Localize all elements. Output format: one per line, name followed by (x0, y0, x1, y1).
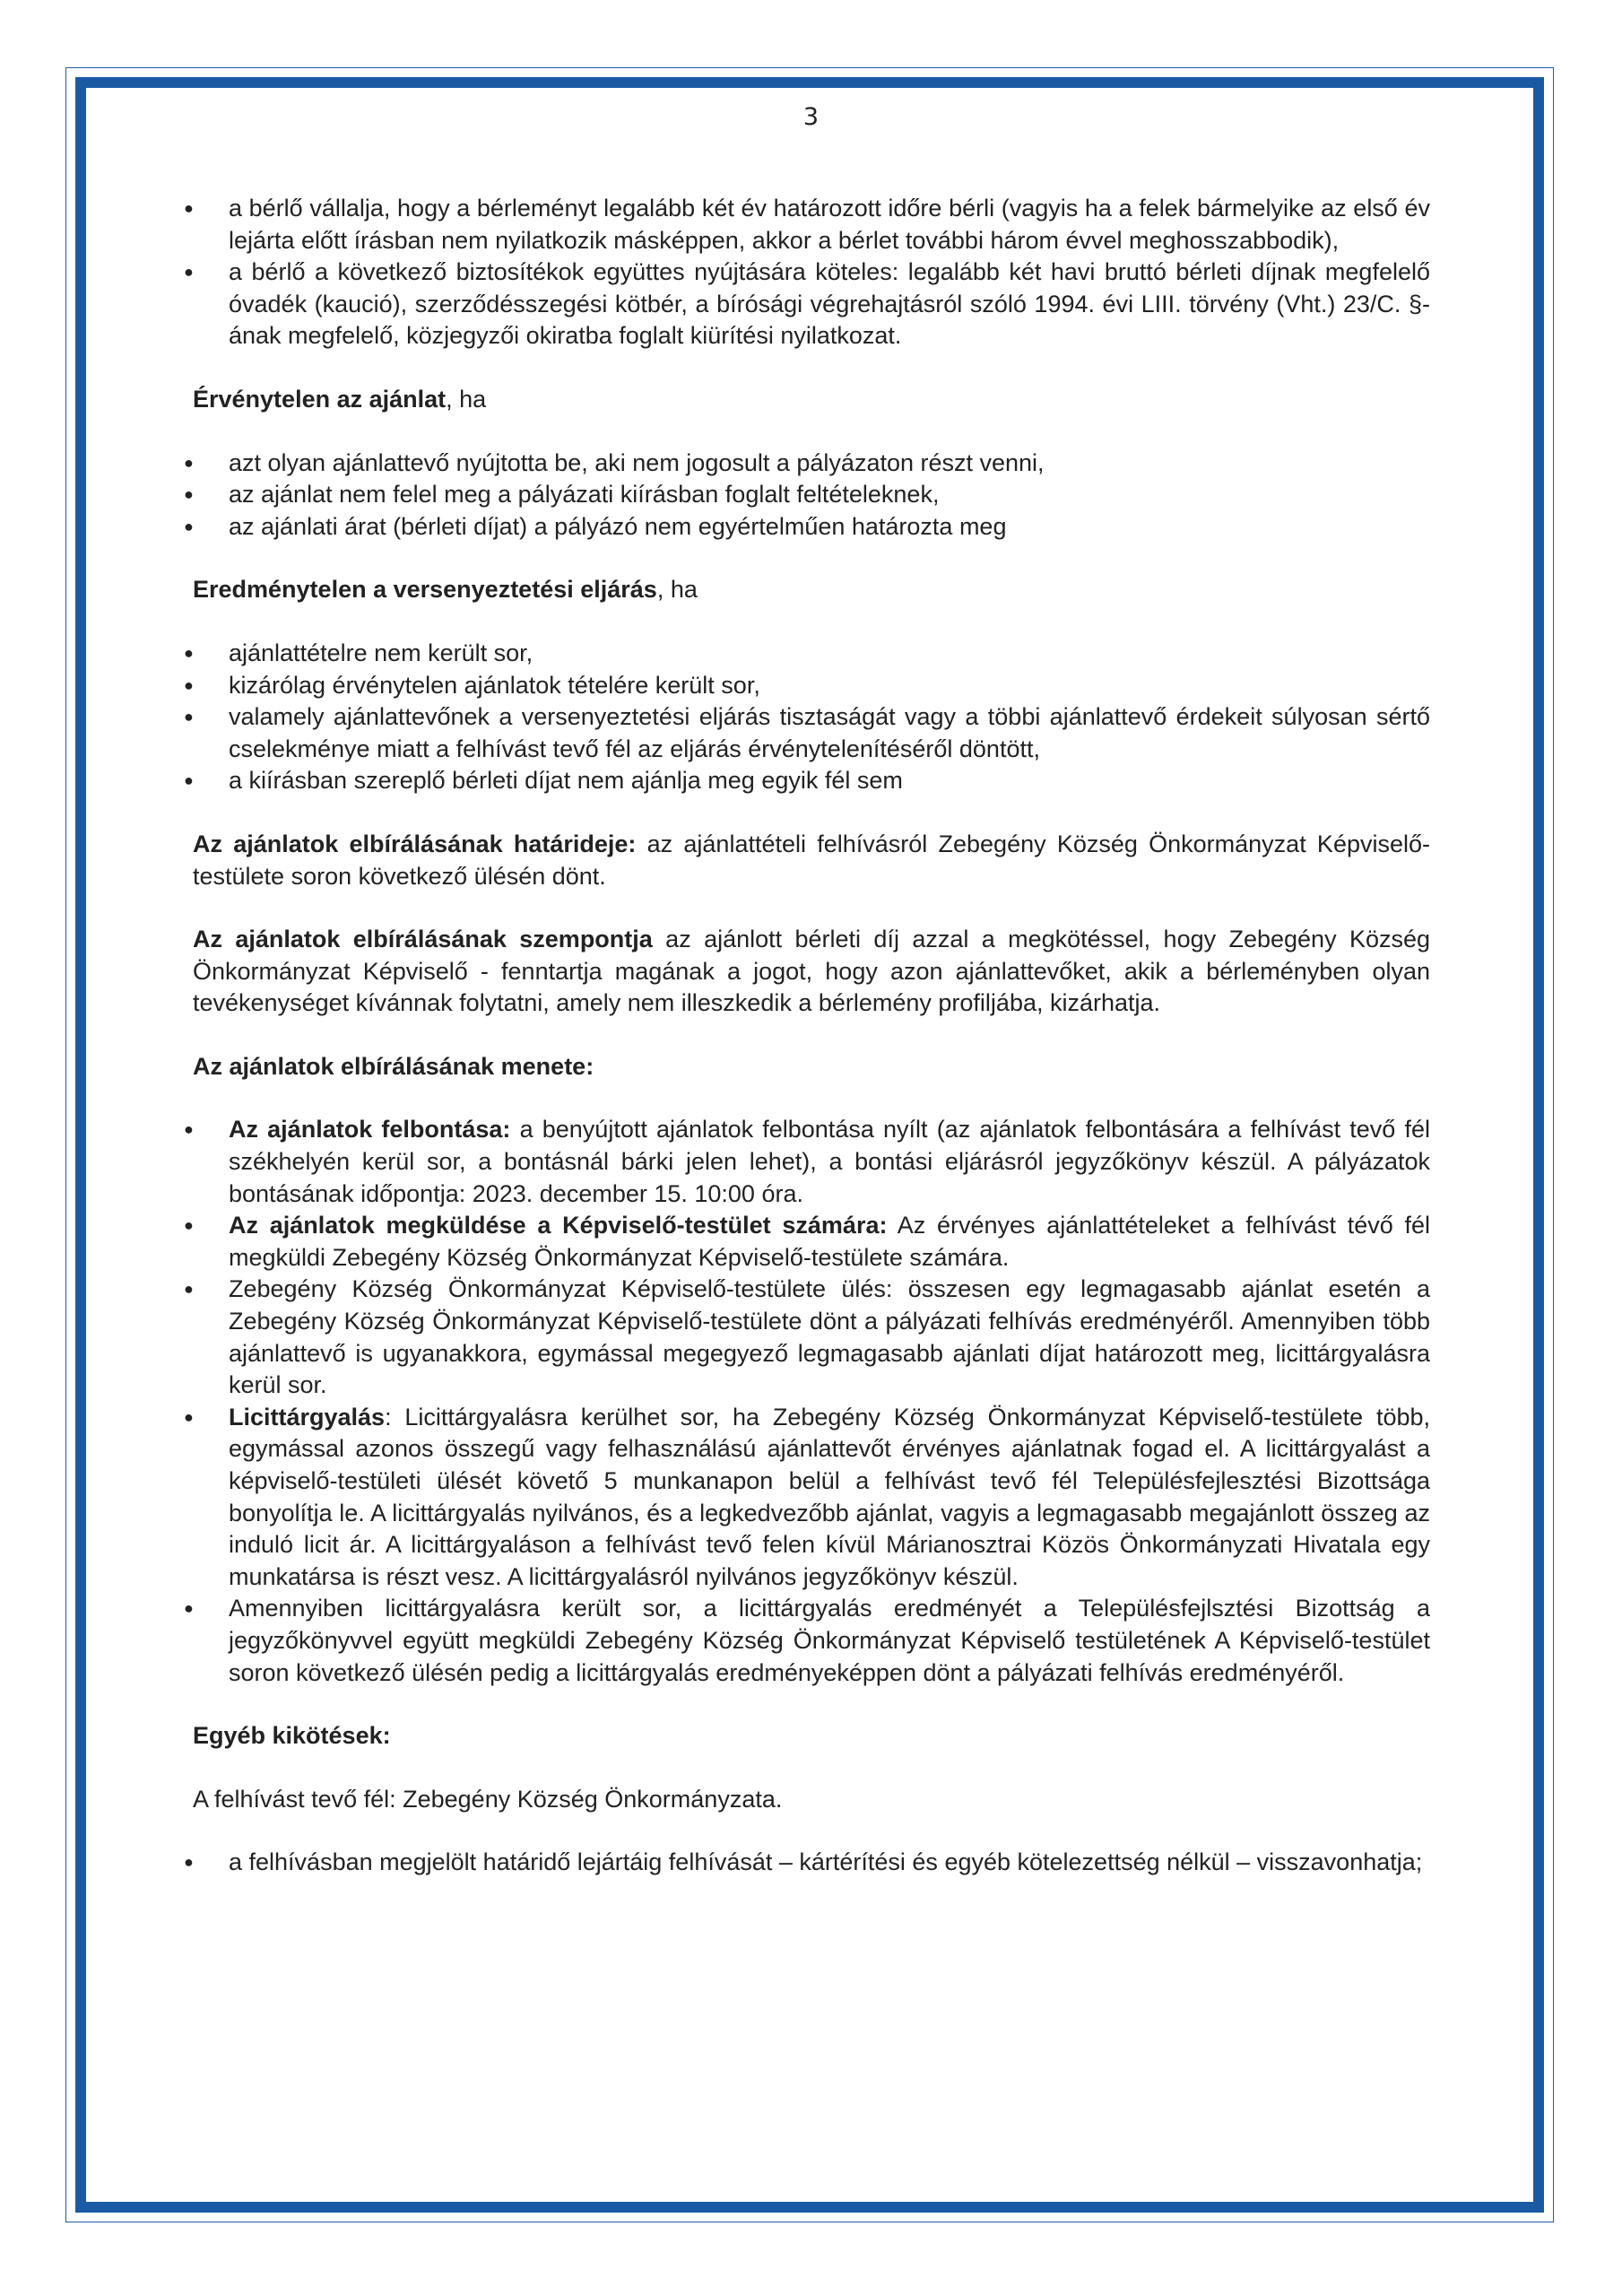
document-body (193, 193, 1430, 1879)
criterion-paragraph (193, 924, 1430, 1020)
item-text: Zebegény Község Önkormányzat Képviselő-testülete ülés: összesen egy legmagasabb ajánlat esetén a Zebegény Község Önkormányzat Képviselő-testülete dönt a pályázati felhívás eredményéről. Amennyiben több ajánlattevő is ugyanakkora, egymással megegyező legmagasabb ajánlati díjat határozott meg, licittárgyalásra kerül sor. (229, 1275, 1430, 1399)
list-item (193, 1402, 1430, 1594)
list-item (193, 1593, 1430, 1689)
failed-procedure-list (193, 638, 1430, 797)
list-item: ● a kiírásban szereplő bérleti díjat nem ajánlja meg egyik fél sem (193, 765, 1430, 797)
paragraph-text: az ajánlattételi felhívásról Zebegény Község Önkormányzat Képviselő-testülete soron következő ülésén dönt. (193, 830, 1430, 890)
lease-conditions-list (193, 193, 1430, 352)
deadline-paragraph (193, 829, 1430, 892)
section-heading: Az ajánlatok elbírálásának határideje: (193, 830, 637, 857)
list-item (193, 1274, 1430, 1401)
list-item (193, 1114, 1430, 1210)
heading-suffix: , ha (446, 385, 487, 413)
section-heading: Eredménytelen a versenyeztetési eljárás (193, 576, 657, 604)
invalid-offer-heading (193, 384, 1430, 416)
invalid-offer-list (193, 448, 1430, 544)
list-item: ● az ajánlati árat (bérleti díjat) a pályázó nem egyértelműen határozta meg (193, 511, 1430, 544)
other-heading: Egyéb kikötések: (193, 1722, 391, 1750)
issuer-paragraph: A felhívást tevő fél: Zebegény Község Önkormányzata. (193, 1785, 783, 1813)
list-item: ● a felhívásban megjelölt határidő lejártáig felhívását – kártérítési és egyéb kötelezettség nélkül – visszavonhatja; (193, 1847, 1430, 1879)
item-bold-lead: Az ajánlatok megküldése a Képviselő-testület számára: (229, 1212, 888, 1239)
process-list (193, 1114, 1430, 1689)
item-bold-lead: Licittárgyalás (229, 1403, 386, 1431)
failed-procedure-heading (193, 574, 1430, 606)
paragraph-text: az ajánlott bérleti díj azzal a megkötéssel, hogy Zebegény Község Önkormányzat Képviselő - fenntartja magának a jogot, hogy azon ajánlattevőket, akik a bérleményben olyan tevékenységet kívánnak folytatni, amely nem illeszkedik a bérlemény profiljába, kizárhatja. (193, 926, 1431, 1017)
item-text: : Licittárgyalásra kerülhet sor, ha Zebegény Község Önkormányzat Képviselő-testülete több, egymással azonos összegű vagy felhasználású ajánlattevőt érvényes ajánlatnak fogad el. A licittárgyalást a képviselő-testületi ülését követő 5 munkanapon belül a felhívást tevő fél Településfejlesztési Bizottsága bonyolítja le. A licittárgyalás nyilvános, és a legkedvezőbb ajánlat, vagyis a legmagasabb megajánlott összeg az induló licit ár. A licittárgyaláson a felhívást tevő felen kívül Márianosztrai Közös Önkormányzati Hivatala egy munkatársa is részt vesz. A licittárgyalásról nyilvános jegyzőkönyv készül. (229, 1403, 1430, 1590)
list-item: ● kizárólag érvénytelen ajánlatok tételére került sor, (193, 670, 1430, 702)
section-heading: Az ajánlatok elbírálásának szempontja (193, 926, 653, 953)
list-item: ● az ajánlat nem felel meg a pályázati kiírásban foglalt feltételeknek, (193, 479, 1430, 511)
list-item: ● a bérlő vállalja, hogy a bérleményt legalább két év határozott időre bérli (vagyis ha a felek bármelyike az első év lejárta előtt írásban nem nyilatkozik másképpen, akkor a bérlet további három évvel meghosszabbodik), (193, 193, 1430, 257)
list-item: ● ajánlattételre nem került sor, (193, 638, 1430, 670)
list-item: ● azt olyan ajánlattevő nyújtotta be, aki nem jogosult a pályázaton részt venni, (193, 448, 1430, 480)
item-bold-lead: Az ajánlatok felbontása: (229, 1116, 511, 1144)
item-text: Az érvényes ajánlattételeket a felhívást tévő fél megküldi Zebegény Község Önkormányzat Képviselő-testülete számára. (229, 1212, 1430, 1271)
list-item: ● a bérlő a következő biztosítékok együttes nyújtására köteles: legalább két havi bruttó bérleti díjnak megfelelő óvadék (kaució), szerződésszegési kötbér, a bírósági végrehajtásról szóló 1994. évi LIII. törvény (Vht.) 23/C. §-ának megfelelő, közjegyzői okiratba foglalt kiürítési nyilatkozat. (193, 257, 1430, 352)
other-list (193, 1847, 1430, 1879)
item-text: a benyújtott ajánlatok felbontása nyílt (az ajánlatok felbontására a felhívást tevő fél székhelyén kerül sor, a bontásnál bárki jelen lehet), a bontási eljárásról jegyzőkönyv készül. A pályázatok bontásának időpontja: 2023. december 15. 10:00 óra. (229, 1116, 1430, 1207)
heading-suffix: , ha (656, 576, 698, 604)
section-heading: Érvénytelen az ajánlat (193, 385, 447, 413)
list-item (193, 1210, 1430, 1274)
item-text: Amennyiben licittárgyalásra került sor, a licittárgyalás eredményét a Településfejlsztési Bizottság a jegyzőkönyvvel együtt megküldi Zebegény Község Önkormányzat Képviselő testületének A Képviselő-testület soron következő ülésén pedig a licittárgyalás eredményeképpen dönt a pályázati felhívás eredményéről. (229, 1595, 1430, 1686)
list-item: ● valamely ajánlattevőnek a versenyeztetési eljárás tisztaságát vagy a többi ajánlattevő érdekeit súlyosan sértő cselekménye miatt a felhívást tevő fél az eljárás érvénytelenítéséről döntött, (193, 701, 1430, 765)
process-heading: Az ajánlatok elbírálásának menete: (193, 1052, 594, 1080)
page-number: 3 (802, 103, 820, 131)
